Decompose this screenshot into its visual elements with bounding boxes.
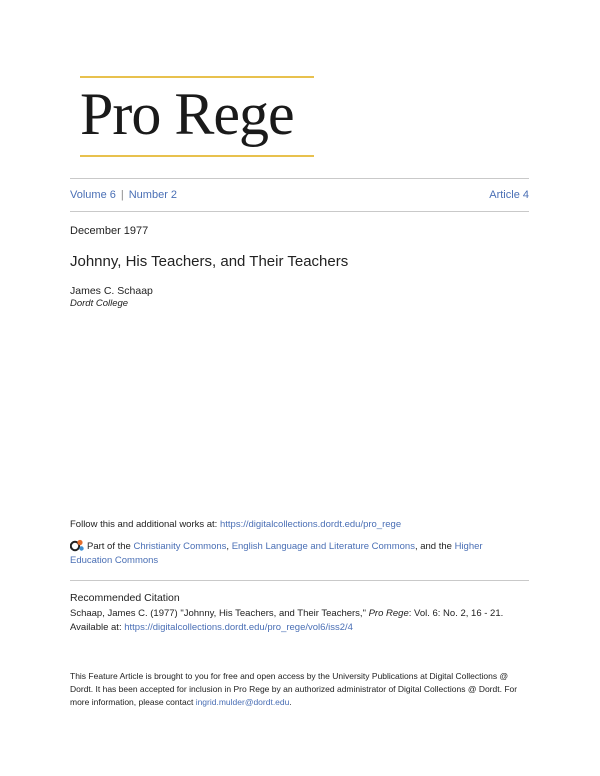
journal-logo: Pro Rege [80,81,294,147]
part-of-line [70,538,525,568]
christianity-commons-link[interactable]: Christianity Commons [133,541,227,552]
footer-text: This Feature Article is brought to you for free and open access by the University Publications at Digital Collections @ Dordt. It has been accepted for inclusion in Pro Rege by an authorized administrator of Digital Collections @ Dordt. For more information, please contact [70,671,518,707]
article-link[interactable]: Article 4 [489,189,529,201]
higher-education-commons-link[interactable]: Higher Education Commons [70,541,483,566]
citation-line1: Schaap, James C. (1977) "Johnny, His Teachers, and Their Teachers," [70,608,369,619]
citation-divider [70,580,529,581]
citation-heading: Recommended Citation [70,592,180,604]
citation-journal: Pro Rege [368,608,409,619]
part-of-prefix: Part of the [87,541,134,552]
author-affiliation: Dordt College [70,298,129,309]
article-title: Johnny, His Teachers, and Their Teachers [70,253,349,270]
volume-link[interactable]: Volume 6 [70,189,116,201]
logo-bottom-rule [80,155,314,157]
contact-email-link[interactable]: ingrid.mulder@dordt.edu [195,697,290,707]
part-of-sep2: , and the [414,541,455,552]
issue-bar-bottom-divider [70,211,529,212]
citation-body [70,607,510,635]
access-footer [70,670,530,709]
publication-date: December 1977 [70,225,149,237]
footer-end: . [289,697,292,707]
english-commons-link[interactable]: English Language and Literature Commons [231,541,415,552]
issue-bar-top-divider [70,178,529,179]
follow-prefix: Follow this and additional works at: [70,519,220,530]
part-of-sep1: , [226,541,232,552]
issue-separator: | [120,189,124,201]
citation-url-link[interactable]: https://digitalcollections.dordt.edu/pro_rege/vol6/iss2/4 [124,622,353,633]
open-access-icon [70,538,84,552]
follow-line [70,518,530,532]
collection-url-link[interactable]: https://digitalcollections.dordt.edu/pro_rege [219,519,402,530]
issue-bar [70,187,529,203]
author-name: James C. Schaap [70,285,153,297]
citation-available-prefix: Available at: [70,622,125,633]
citation-line2: : Vol. 6: No. 2, 16 - 21. [408,608,504,619]
number-link[interactable]: Number 2 [128,189,178,201]
